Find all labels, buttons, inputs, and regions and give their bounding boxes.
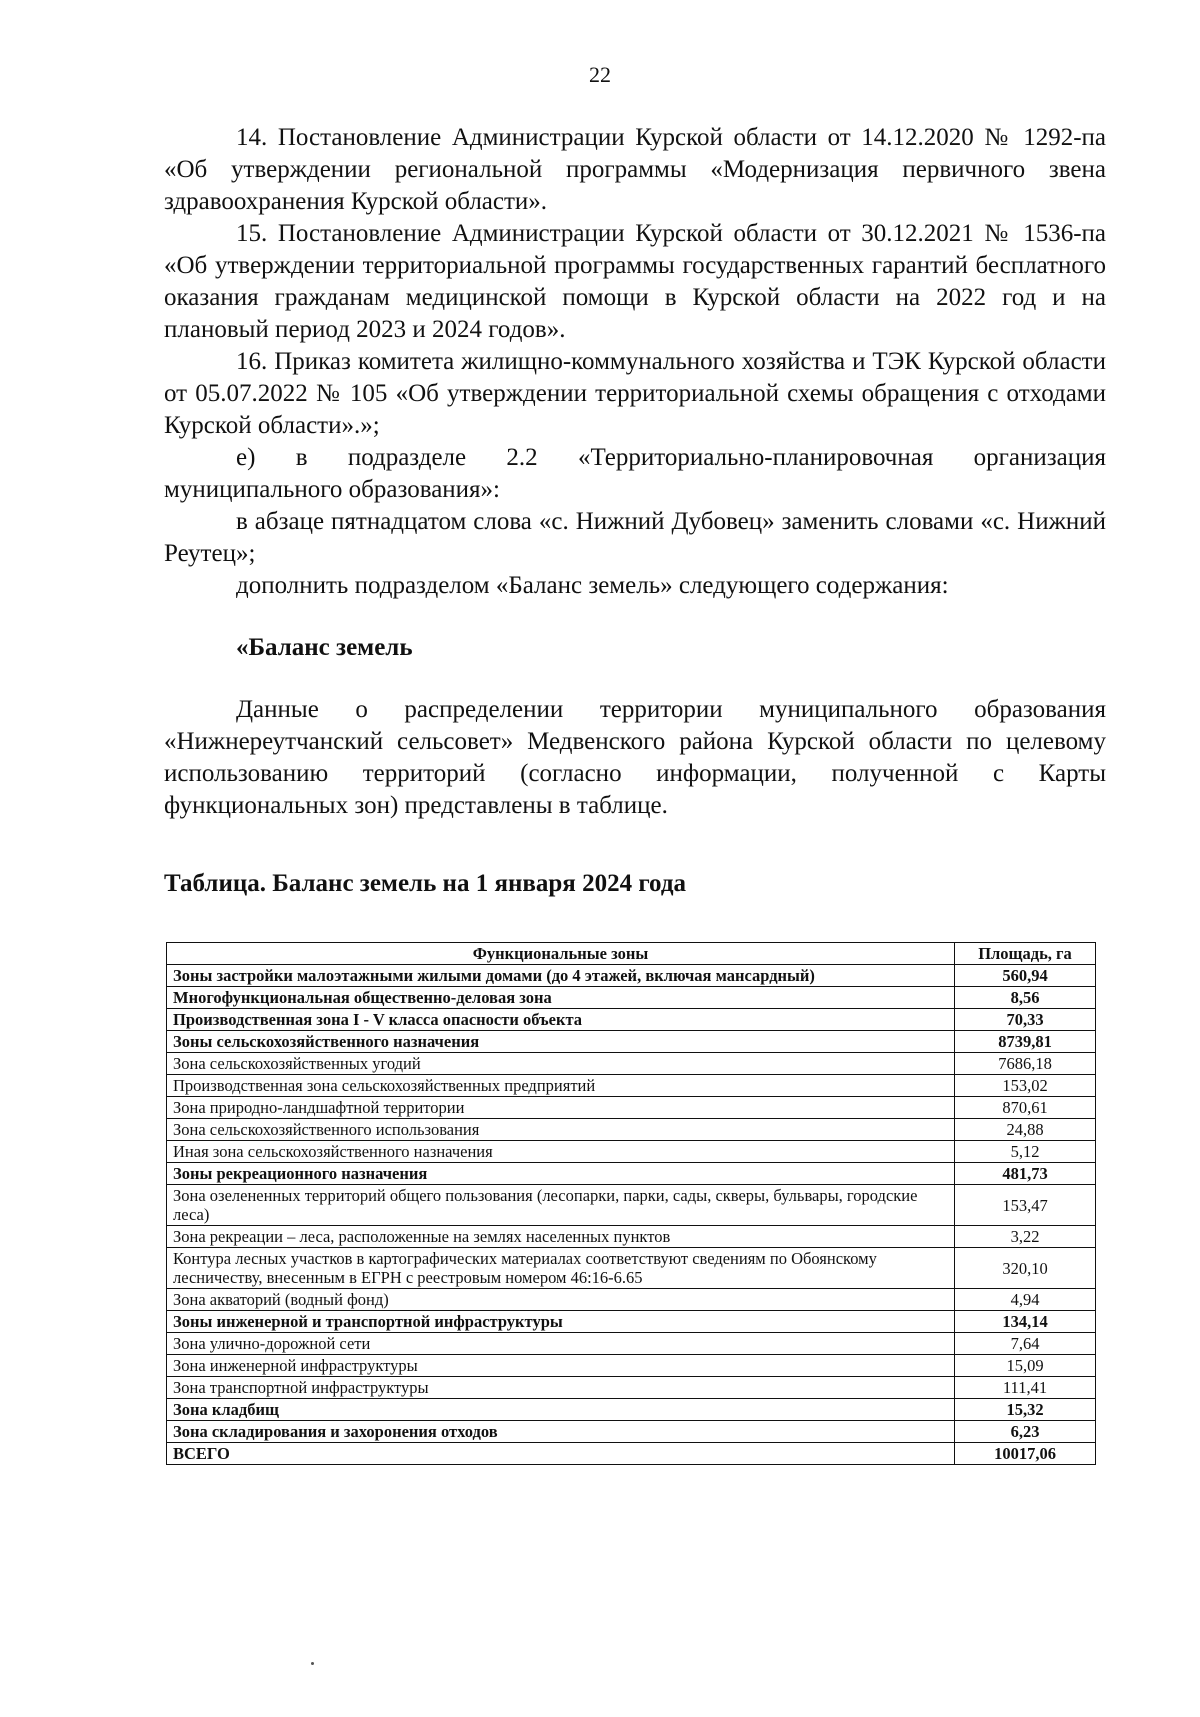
area-cell: 6,23 [955, 1421, 1096, 1443]
zone-name-cell: Зоны рекреационного назначения [167, 1163, 955, 1185]
zone-name-cell: Зоны сельскохозяйственного назначения [167, 1031, 955, 1053]
table-row [167, 1141, 1096, 1163]
zone-name-cell: Зона природно-ландшафтной территории [167, 1097, 955, 1119]
table-row [167, 965, 1096, 987]
table-row [167, 1443, 1096, 1465]
zone-name-cell: Зона инженерной инфраструктуры [167, 1355, 955, 1377]
area-cell: 111,41 [955, 1377, 1096, 1399]
zone-name-cell: Иная зона сельскохозяйственного назначения [167, 1141, 955, 1163]
zone-name-cell: Зоны застройки малоэтажными жилыми домами (до 4 этажей, включая мансардный) [167, 965, 955, 987]
table-row [167, 1248, 1096, 1289]
document-body [164, 122, 1106, 822]
zone-name-cell: Зона сельскохозяйственного использования [167, 1119, 955, 1141]
area-cell: 5,12 [955, 1141, 1096, 1163]
zone-name-cell: Многофункциональная общественно-деловая зона [167, 987, 955, 1009]
zone-name-cell: Контура лесных участков в картографических материалах соответствуют сведениям по Обоянскому лесничеству, внесенным в ЕГРН с реестровым номером 46:16-6.65 [167, 1248, 955, 1289]
area-cell: 10017,06 [955, 1443, 1096, 1465]
zone-name-cell: Производственная зона I - V класса опасности объекта [167, 1009, 955, 1031]
zone-name-cell: Зона складирования и захоронения отходов [167, 1421, 955, 1443]
area-cell: 24,88 [955, 1119, 1096, 1141]
header-zones: Функциональные зоны [167, 943, 955, 965]
zone-name-cell: Зона кладбищ [167, 1399, 955, 1421]
table-title: Таблица. Баланс земель на 1 января 2024 года [164, 870, 686, 897]
table-row [167, 1311, 1096, 1333]
area-cell: 8739,81 [955, 1031, 1096, 1053]
table-row [167, 1075, 1096, 1097]
zone-name-cell: ВСЕГО [167, 1443, 955, 1465]
area-cell: 4,94 [955, 1289, 1096, 1311]
intro-paragraph: Данные о распределении территории муниципального образования «Нижнереутчанский сельсовет» Медвенского района Курской области по целевому использованию территорий (согласно информации, полученной с Карты функциональных зон) представлены в таблице. [164, 696, 1106, 819]
table-row [167, 1053, 1096, 1075]
table-row [167, 1421, 1096, 1443]
header-area: Площадь, га [955, 943, 1096, 965]
area-cell: 153,02 [955, 1075, 1096, 1097]
area-cell: 481,73 [955, 1163, 1096, 1185]
paragraph-14: 14. Постановление Администрации Курской области от 14.12.2020 № 1292-па «Об утверждении региональной программы «Модернизация первичного звена здравоохранения Курской области». [164, 124, 1106, 215]
table-row [167, 1031, 1096, 1053]
scan-speck [311, 1662, 314, 1665]
zone-name-cell: Производственная зона сельскохозяйственных предприятий [167, 1075, 955, 1097]
table-row [167, 1009, 1096, 1031]
paragraph-add-subsection: дополнить подразделом «Баланс земель» следующего содержания: [236, 572, 949, 599]
area-cell: 70,33 [955, 1009, 1096, 1031]
table-header-row [167, 943, 1096, 965]
land-balance-table [166, 942, 1096, 1465]
table-row [167, 1377, 1096, 1399]
table-row [167, 1097, 1096, 1119]
area-cell: 15,09 [955, 1355, 1096, 1377]
paragraph-16: 16. Приказ комитета жилищно-коммунального хозяйства и ТЭК Курской области от 05.07.2022 № 105 «Об утверждении территориальной схемы обращения с отходами Курской области».»; [164, 348, 1106, 439]
table-body [167, 965, 1096, 1465]
table-row [167, 1355, 1096, 1377]
paragraph-replace-words: в абзаце пятнадцатом слова «с. Нижний Дубовец» заменить словами «с. Нижний Реутец»; [164, 508, 1106, 567]
table-row [167, 1333, 1096, 1355]
zone-name-cell: Зона транспортной инфраструктуры [167, 1377, 955, 1399]
area-cell: 15,32 [955, 1399, 1096, 1421]
zone-name-cell: Зона улично-дорожной сети [167, 1333, 955, 1355]
table-row [167, 1399, 1096, 1421]
area-cell: 870,61 [955, 1097, 1096, 1119]
zone-name-cell: Зона рекреации – леса, расположенные на землях населенных пунктов [167, 1226, 955, 1248]
area-cell: 560,94 [955, 965, 1096, 987]
area-cell: 153,47 [955, 1185, 1096, 1226]
zone-name-cell: Зоны инженерной и транспортной инфраструктуры [167, 1311, 955, 1333]
table-row [167, 987, 1096, 1009]
table-row [167, 1185, 1096, 1226]
zone-name-cell: Зона акваторий (водный фонд) [167, 1289, 955, 1311]
section-heading: «Баланс земель [236, 634, 413, 661]
area-cell: 320,10 [955, 1248, 1096, 1289]
area-cell: 134,14 [955, 1311, 1096, 1333]
table-row [167, 1119, 1096, 1141]
area-cell: 8,56 [955, 987, 1096, 1009]
area-cell: 7686,18 [955, 1053, 1096, 1075]
zone-name-cell: Зона сельскохозяйственных угодий [167, 1053, 955, 1075]
table-row [167, 1289, 1096, 1311]
area-cell: 7,64 [955, 1333, 1096, 1355]
table-row [167, 1226, 1096, 1248]
area-cell: 3,22 [955, 1226, 1096, 1248]
paragraph-15: 15. Постановление Администрации Курской области от 30.12.2021 № 1536-па «Об утверждении территориальной программы государственных гарантий бесплатного оказания гражданам медицинской помощи в Курской области на 2022 год и на плановый период 2023 и 2024 годов». [164, 220, 1106, 343]
zone-name-cell: Зона озелененных территорий общего пользования (лесопарки, парки, сады, скверы, бульвары, городские леса) [167, 1185, 955, 1226]
paragraph-subsection-e: е) в подразделе 2.2 «Территориально-планировочная организация муниципального образования»: [164, 444, 1106, 503]
table-row [167, 1163, 1096, 1185]
page-number: 22 [589, 62, 611, 87]
